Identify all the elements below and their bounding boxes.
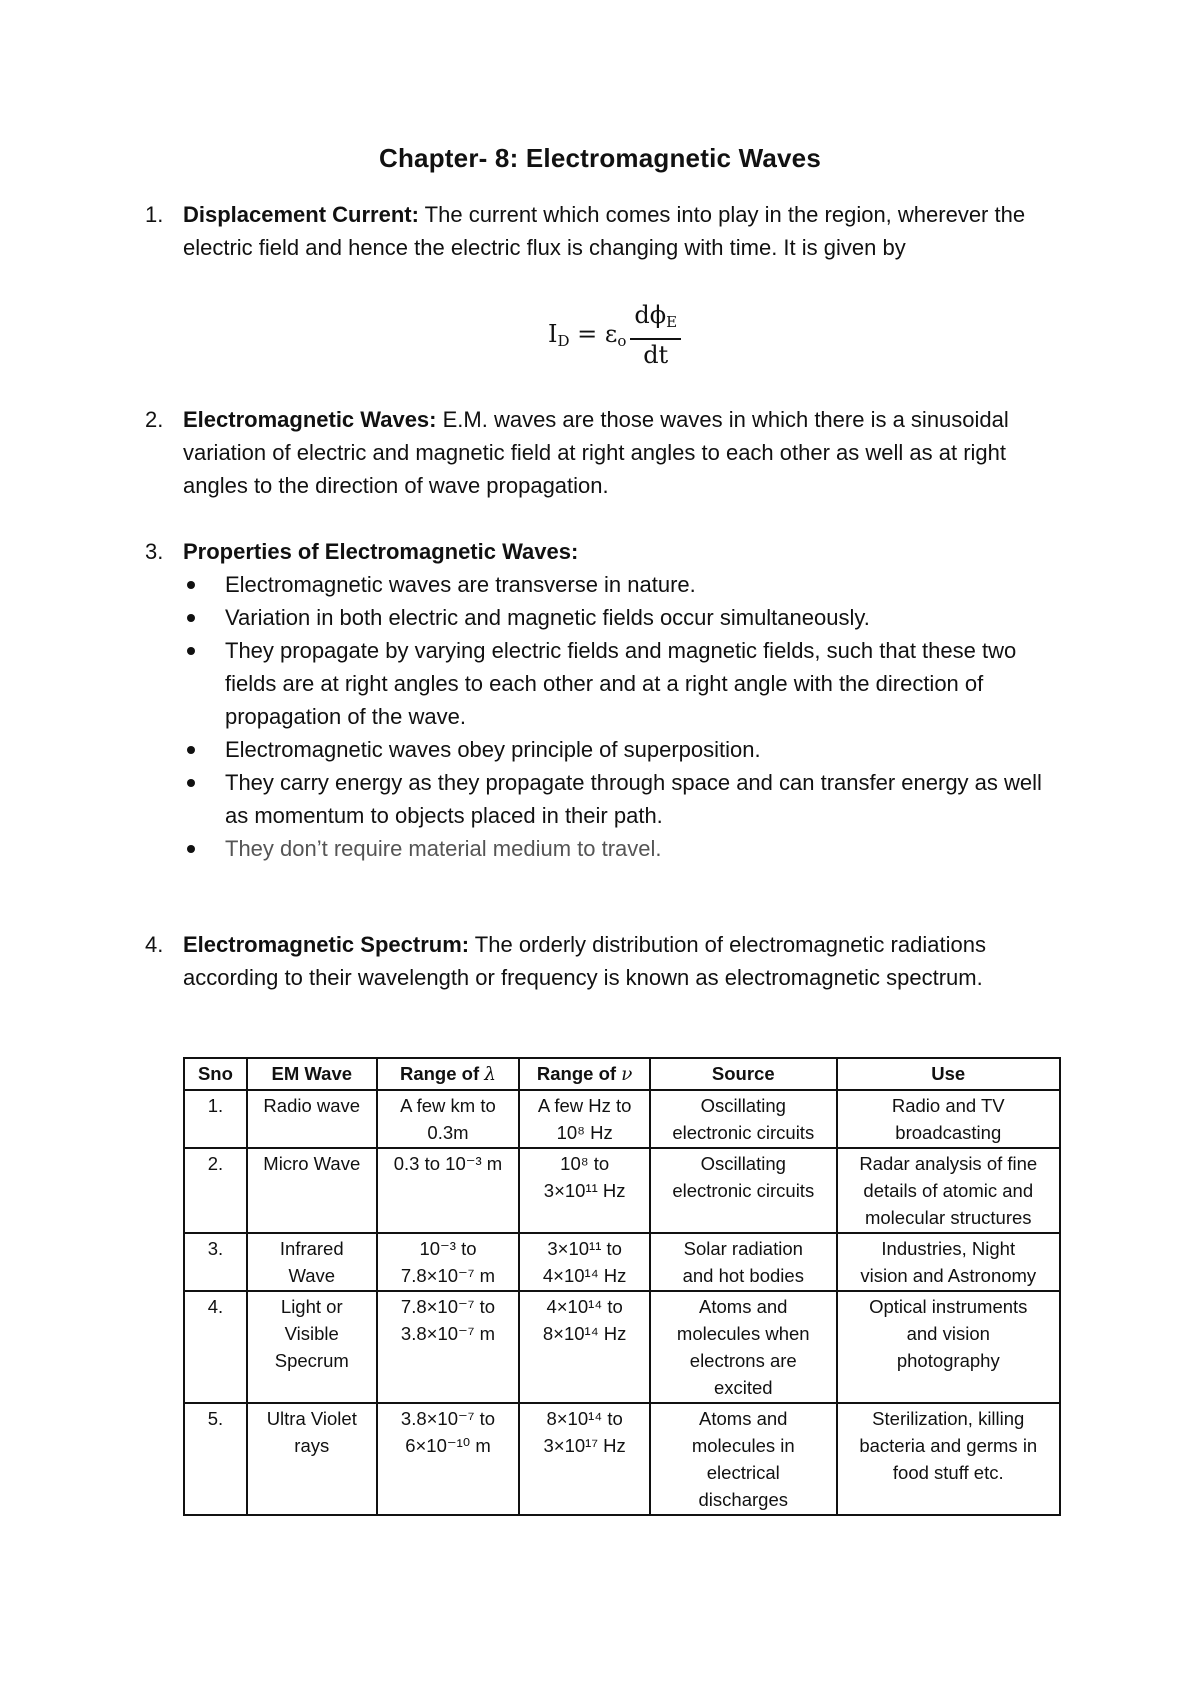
header-source: Source bbox=[650, 1058, 837, 1090]
cell-use: Industries, Night vision and Astronomy bbox=[837, 1233, 1060, 1291]
displacement-current-formula bbox=[548, 300, 698, 370]
properties-list bbox=[183, 568, 1045, 865]
cell-sno: 5. bbox=[184, 1403, 247, 1515]
cell-range-nu: 4×10¹⁴ to 8×10¹⁴ Hz bbox=[519, 1291, 650, 1403]
cell-use: Optical instruments and vision photography bbox=[837, 1291, 1060, 1403]
section-heading: Displacement Current: bbox=[183, 202, 419, 227]
section-properties bbox=[145, 535, 1045, 865]
table-row bbox=[184, 1090, 1060, 1148]
list-item: They don’t require material medium to travel. bbox=[183, 832, 1045, 865]
cell-sno: 2. bbox=[184, 1148, 247, 1233]
list-item: They carry energy as they propagate through space and can transfer energy as well as momentum to objects placed in their path. bbox=[183, 766, 1045, 832]
cell-range-nu: 10⁸ to 3×10¹¹ Hz bbox=[519, 1148, 650, 1233]
cell-sno: 3. bbox=[184, 1233, 247, 1291]
header-range-lambda: Range of λ bbox=[377, 1058, 520, 1090]
section-heading: Properties of Electromagnetic Waves: bbox=[183, 539, 579, 564]
table-row bbox=[184, 1291, 1060, 1403]
section-number: 1. bbox=[145, 202, 164, 227]
section-number: 3. bbox=[145, 539, 164, 564]
cell-source: Oscillating electronic circuits bbox=[650, 1148, 837, 1233]
formula-lhs: I bbox=[548, 320, 558, 348]
list-item: They propagate by varying electric fields and magnetic fields, such that these two fields are at right angles to each other and at a right angle with the direction of propagation of the wave. bbox=[183, 634, 1045, 733]
table-header-row bbox=[184, 1058, 1060, 1090]
formula-numerator-sub: E bbox=[666, 312, 678, 331]
section-em-waves bbox=[145, 403, 1045, 502]
cell-em-wave: Light or Visible Specrum bbox=[247, 1291, 377, 1403]
section-text: E.M. waves are those waves in which there is a sinusoidal variation of electric and magnetic field at right angles to each other as well as at right angles to the direction of wave propagation. bbox=[183, 407, 1009, 498]
cell-range-nu: 3×10¹¹ to 4×10¹⁴ Hz bbox=[519, 1233, 650, 1291]
section-text: The current which comes into play in the region, wherever the electric field and hence the electric flux is changing with time. It is given by bbox=[183, 202, 1026, 260]
lambda-symbol: λ bbox=[484, 1064, 496, 1085]
header-range-nu: Range of ν bbox=[519, 1058, 650, 1090]
cell-use: Sterilization, killing bacteria and germs in food stuff etc. bbox=[837, 1403, 1060, 1515]
formula-lhs-sub: D bbox=[557, 332, 570, 350]
cell-range-lambda: 3.8×10⁻⁷ to 6×10⁻¹⁰ m bbox=[377, 1403, 520, 1515]
cell-em-wave: Micro Wave bbox=[247, 1148, 377, 1233]
cell-em-wave: Infrared Wave bbox=[247, 1233, 377, 1291]
formula-fraction bbox=[630, 301, 681, 370]
section-em-spectrum bbox=[145, 928, 1045, 994]
em-spectrum-table bbox=[183, 1057, 1061, 1516]
list-item: Variation in both electric and magnetic fields occur simultaneously. bbox=[183, 601, 1045, 634]
header-em-wave: EM Wave bbox=[247, 1058, 377, 1090]
cell-range-lambda: 10⁻³ to 7.8×10⁻⁷ m bbox=[377, 1233, 520, 1291]
table-row bbox=[184, 1233, 1060, 1291]
list-item: Electromagnetic waves are transverse in nature. bbox=[183, 568, 1045, 601]
cell-sno: 1. bbox=[184, 1090, 247, 1148]
formula-eq: = ε bbox=[569, 320, 618, 348]
page-title: Chapter- 8: Electromagnetic Waves bbox=[379, 143, 821, 173]
table-row bbox=[184, 1148, 1060, 1233]
cell-source: Oscillating electronic circuits bbox=[650, 1090, 837, 1148]
table-row bbox=[184, 1403, 1060, 1515]
cell-range-lambda: 0.3 to 10⁻³ m bbox=[377, 1148, 520, 1233]
section-number: 4. bbox=[145, 932, 164, 957]
cell-range-lambda: A few km to 0.3m bbox=[377, 1090, 520, 1148]
nu-symbol: ν bbox=[621, 1064, 633, 1085]
cell-use: Radio and TV broadcasting bbox=[837, 1090, 1060, 1148]
cell-range-nu: A few Hz to 10⁸ Hz bbox=[519, 1090, 650, 1148]
header-use: Use bbox=[837, 1058, 1060, 1090]
list-item: Electromagnetic waves obey principle of superposition. bbox=[183, 733, 1045, 766]
formula-denominator: dt bbox=[643, 340, 669, 369]
section-heading: Electromagnetic Spectrum: bbox=[183, 932, 470, 957]
formula-numerator: dϕ bbox=[634, 300, 667, 329]
section-number: 2. bbox=[145, 407, 164, 432]
section-text: The orderly distribution of electromagnetic radiations according to their wavelength or frequency is known as electromagnetic spectrum. bbox=[183, 932, 986, 990]
formula-eps-sub: o bbox=[617, 332, 627, 350]
cell-em-wave: Radio wave bbox=[247, 1090, 377, 1148]
cell-em-wave: Ultra Violet rays bbox=[247, 1403, 377, 1515]
section-heading: Electromagnetic Waves: bbox=[183, 407, 437, 432]
cell-source: Atoms and molecules when electrons are excited bbox=[650, 1291, 837, 1403]
header-sno: Sno bbox=[184, 1058, 247, 1090]
cell-sno: 4. bbox=[184, 1291, 247, 1403]
section-displacement-current bbox=[145, 198, 1045, 264]
cell-use: Radar analysis of fine details of atomic and molecular structures bbox=[837, 1148, 1060, 1233]
cell-range-lambda: 7.8×10⁻⁷ to 3.8×10⁻⁷ m bbox=[377, 1291, 520, 1403]
cell-source: Atoms and molecules in electrical discharges bbox=[650, 1403, 837, 1515]
cell-source: Solar radiation and hot bodies bbox=[650, 1233, 837, 1291]
cell-range-nu: 8×10¹⁴ to 3×10¹⁷ Hz bbox=[519, 1403, 650, 1515]
